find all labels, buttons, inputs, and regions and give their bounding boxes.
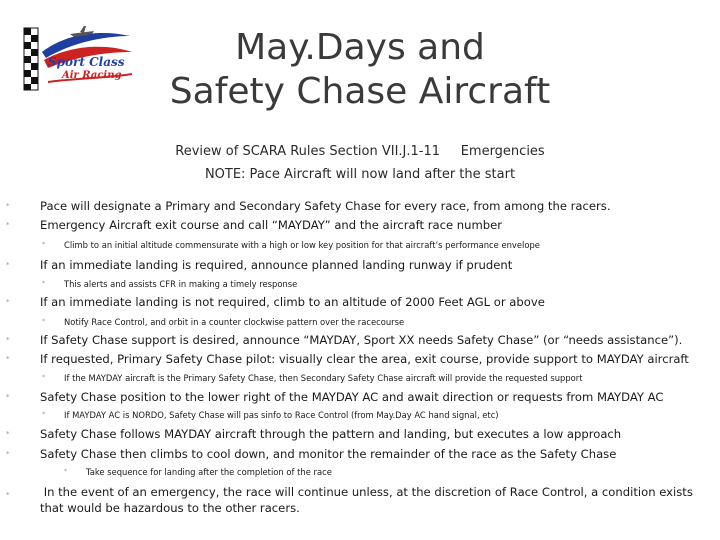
title-line-1: May.Days and	[235, 27, 485, 68]
sub-list-item: * Take sequence for landing after the completion of the race	[64, 467, 332, 477]
bullet-marker-icon: *	[6, 491, 10, 499]
list-item: * In the event of an emergency, the race will continue unless, at the discretion of Race Control, a condition exists that would be hazardous to the other racers.	[6, 485, 697, 515]
list-item: * If requested, Primary Safety Chase pilot: visually clear the area, exit course, provide support to MAYDAY aircraft	[6, 352, 689, 366]
bullet-marker-icon: *	[42, 241, 45, 248]
sub-list-item: * If MAYDAY AC is NORDO, Safety Chase will pas sinfo to Race Control (from May.Day AC hand signal, etc)	[42, 410, 499, 420]
list-item: * Emergency Aircraft exit course and call “MAYDAY” and the aircraft race number	[6, 218, 503, 232]
bullet-marker-icon: *	[6, 261, 10, 269]
bullet-marker-icon: *	[6, 298, 10, 306]
list-item: * If an immediate landing is required, announce planned landing runway if prudent	[6, 258, 513, 272]
bullet-marker-icon: *	[6, 393, 10, 401]
bullet-marker-icon: *	[42, 374, 45, 381]
bullet-marker-icon: *	[42, 280, 45, 287]
bullet-marker-icon: *	[6, 202, 10, 210]
bullet-marker-icon: *	[6, 450, 10, 458]
bullet-marker-icon: *	[6, 336, 10, 344]
bullet-marker-icon: *	[6, 430, 10, 438]
sub-list-item: * Climb to an initial altitude commensurate with a high or low key position for that aircraft’s performance envelope	[42, 240, 540, 250]
list-item: * Safety Chase position to the lower right of the MAYDAY AC and await direction or requests from MAYDAY AC	[6, 390, 664, 404]
sub-list-item: * This alerts and assists CFR in making a timely response	[42, 279, 298, 289]
list-item: * If an immediate landing is not required, climb to an altitude of 2000 Feet AGL or above	[6, 295, 545, 309]
list-item: * Safety Chase follows MAYDAY aircraft through the pattern and landing, but executes a low approach	[6, 427, 622, 441]
bullet-marker-icon: *	[6, 221, 10, 229]
sub-list-item: * If the MAYDAY aircraft is the Primary Safety Chase, then Secondary Safety Chase aircraft will provide the requested support	[42, 373, 583, 383]
logo-text-sport-class: Sport Class	[48, 55, 125, 69]
bullet-marker-icon: *	[42, 318, 45, 325]
subtitle-note: NOTE: Pace Aircraft will now land after the start	[204, 167, 516, 182]
bullet-marker-icon: *	[42, 411, 45, 418]
bullet-marker-icon: *	[6, 355, 10, 363]
list-item: * Safety Chase then climbs to cool down, and monitor the remainder of the race as the Safety Chase	[6, 447, 617, 461]
logo-text-air-racing: Air Racing	[62, 70, 122, 81]
title-line-2: Safety Chase Aircraft	[169, 71, 551, 112]
list-item: * If Safety Chase support is desired, announce “MAYDAY, Sport XX needs Safety Chase” (or “needs assistance”).	[6, 333, 683, 347]
bullet-marker-icon: *	[64, 468, 67, 475]
list-item: * Pace will designate a Primary and Secondary Safety Chase for every race, from among the racers.	[6, 199, 611, 213]
sub-list-item: * Notify Race Control, and orbit in a counter clockwise pattern over the racecourse	[42, 317, 405, 327]
subtitle-rules-reference: Review of SCARA Rules Section VII.J.1-11 Emergencies	[175, 144, 545, 159]
